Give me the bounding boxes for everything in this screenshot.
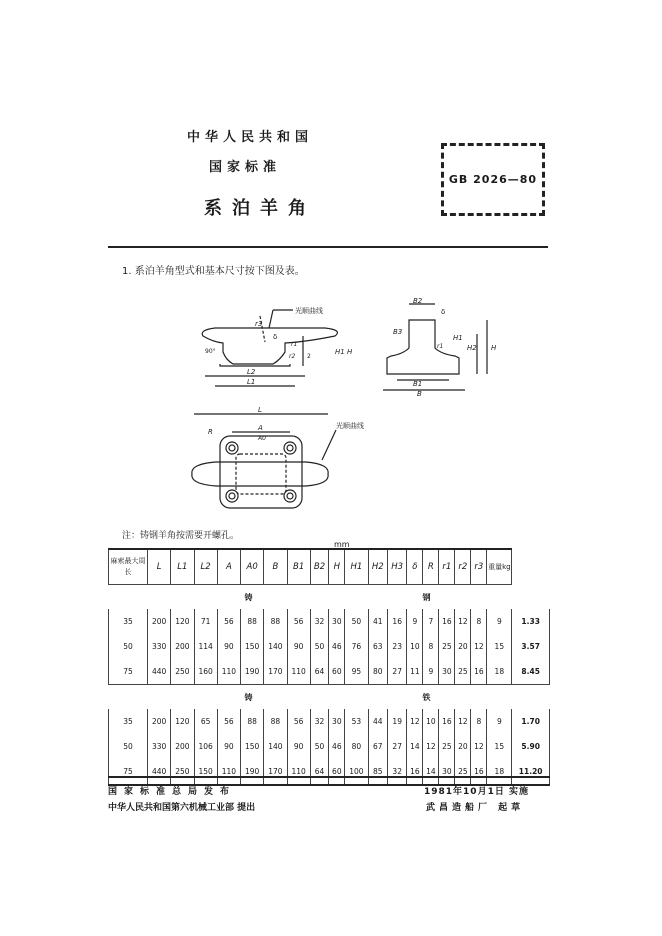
table-cell: 16	[387, 609, 406, 634]
dim-H2: H2	[467, 344, 477, 352]
table-cell: 90	[287, 634, 310, 659]
table-cell: 30	[329, 609, 345, 634]
dim-delta-end: δ	[441, 308, 446, 316]
dim-B2: B2	[413, 297, 423, 305]
table-row	[109, 759, 550, 785]
table-cell: 20	[455, 734, 471, 759]
smooth-curve-label-plan: 光顺曲线	[336, 422, 364, 430]
table-cell: 90	[217, 634, 240, 659]
table-cell: 8.45	[512, 659, 550, 685]
table-cell: 64	[310, 759, 329, 785]
table-cell: 16	[439, 709, 455, 734]
table-cell: 30	[439, 659, 455, 685]
table-cell: 35	[109, 609, 148, 634]
dim-r3: r3	[255, 320, 263, 328]
col-B1: B1	[287, 549, 310, 585]
dim-H: H	[347, 348, 353, 356]
dim-A0: A0	[258, 435, 266, 442]
table-cell: 10	[423, 709, 439, 734]
table-cell: 88	[264, 709, 287, 734]
table-cell: 330	[148, 634, 171, 659]
table-cell: 46	[329, 634, 345, 659]
table-cell: 8	[471, 609, 487, 634]
table-cell: 15	[487, 734, 512, 759]
table-cell: 20	[455, 634, 471, 659]
table-cell: 41	[368, 609, 387, 634]
table-cell: 15	[487, 634, 512, 659]
table-cell: 80	[345, 734, 368, 759]
col-B: B	[264, 549, 287, 585]
col-r2: r2	[455, 549, 471, 585]
table-cell: 50	[109, 734, 148, 759]
table-cell: 71	[194, 609, 217, 634]
table-cell: 32	[310, 609, 329, 634]
col-rope: 麻索最大周长	[109, 549, 148, 585]
dim-delta: δ	[273, 333, 278, 341]
col-delta: δ	[407, 549, 423, 585]
standard-number: GB 2026—80	[448, 173, 538, 186]
table-cell: 120	[171, 709, 194, 734]
table-cell: 250	[171, 759, 194, 785]
table-cell: 75	[109, 659, 148, 685]
table-cell: 10	[407, 634, 423, 659]
table-cell: 90	[217, 734, 240, 759]
table-cell: 88	[241, 709, 264, 734]
table-cell: 16	[471, 759, 487, 785]
footer-proposer: 中华人民共和国第六机械工业部 提出	[108, 803, 256, 813]
table-cell: 56	[217, 709, 240, 734]
table-cell: 3.57	[512, 634, 550, 659]
end-view-drawing	[375, 294, 500, 398]
col-H3: H3	[387, 549, 406, 585]
clause-1: 1. 系泊羊角型式和基本尺寸按下图及表。	[122, 266, 305, 277]
dim-H-end: H	[491, 344, 497, 352]
table-cell: 50	[109, 634, 148, 659]
table-cell: 56	[287, 709, 310, 734]
table-row	[109, 609, 550, 634]
dim-L1: L1	[247, 378, 256, 386]
table-cell: 12	[471, 734, 487, 759]
table-cell: 150	[241, 634, 264, 659]
col-L2: L2	[194, 549, 217, 585]
plan-view-drawing	[186, 404, 376, 522]
table-cell: 80	[368, 659, 387, 685]
table-cell: 19	[387, 709, 406, 734]
table-cell: 32	[387, 759, 406, 785]
table-cell: 7	[423, 609, 439, 634]
dim-B1: B1	[413, 380, 423, 388]
footer-divider	[108, 776, 550, 778]
col-R: R	[423, 549, 439, 585]
table-cell: 160	[194, 659, 217, 685]
table-cell: 12	[455, 609, 471, 634]
table-cell: 44	[368, 709, 387, 734]
table-cell: 88	[241, 609, 264, 634]
table-cell: 200	[171, 734, 194, 759]
table-cell: 12	[407, 709, 423, 734]
material-row	[109, 685, 550, 710]
material-label-left: 铸	[244, 693, 253, 702]
dim-r2: r2	[289, 353, 296, 360]
col-A: A	[217, 549, 240, 585]
table-cell: 60	[329, 759, 345, 785]
material-cell	[109, 685, 512, 710]
material-cell	[109, 585, 512, 610]
table-cell: 95	[345, 659, 368, 685]
col-L1: L1	[171, 549, 194, 585]
table-cell: 9	[407, 609, 423, 634]
table-cell: 200	[148, 709, 171, 734]
col-H2: H2	[368, 549, 387, 585]
col-H1: H1	[345, 549, 368, 585]
table-cell: 23	[387, 634, 406, 659]
table-cell: 64	[310, 659, 329, 685]
table-cell: 200	[148, 609, 171, 634]
table-cell: 14	[423, 759, 439, 785]
table-cell: 150	[194, 759, 217, 785]
table-cell: 140	[264, 734, 287, 759]
table-cell: 60	[329, 659, 345, 685]
footer-effective-date: 1981年10月1日 实施	[424, 787, 529, 797]
table-cell: 8	[423, 634, 439, 659]
material-label-left: 铸	[244, 593, 253, 602]
table-row	[109, 734, 550, 759]
table-cell: 9	[487, 709, 512, 734]
header-divider	[108, 246, 548, 248]
table-cell: 63	[368, 634, 387, 659]
table-cell: 12	[471, 634, 487, 659]
dim-2: 2	[307, 353, 311, 360]
table-cell: 18	[487, 659, 512, 685]
material-label-right: 钢	[422, 593, 431, 602]
table-cell: 16	[407, 759, 423, 785]
table-cell: 88	[264, 609, 287, 634]
table-cell: 32	[310, 709, 329, 734]
standard-type: 国家标准	[208, 160, 281, 175]
table-cell: 50	[310, 734, 329, 759]
table-cell: 114	[194, 634, 217, 659]
table-cell: 9	[487, 609, 512, 634]
table-cell: 150	[241, 734, 264, 759]
table-cell: 18	[487, 759, 512, 785]
table-cell: 56	[217, 609, 240, 634]
table-cell: 16	[439, 609, 455, 634]
table-cell: 12	[455, 709, 471, 734]
table-cell: 14	[407, 734, 423, 759]
table-cell: 75	[109, 759, 148, 785]
col-B2: B2	[310, 549, 329, 585]
table-cell: 12	[423, 734, 439, 759]
dim-A: A	[258, 424, 263, 432]
table-cell: 1.33	[512, 609, 550, 634]
table-cell: 11	[407, 659, 423, 685]
document-title: 系泊羊角	[204, 198, 316, 219]
dim-r1: r1	[291, 341, 298, 348]
standard-number-box	[441, 143, 545, 216]
table-cell: 140	[264, 634, 287, 659]
table-cell: 170	[264, 759, 287, 785]
table-cell: 110	[217, 659, 240, 685]
table-cell: 190	[241, 759, 264, 785]
dim-R: R	[208, 428, 213, 436]
table-cell: 76	[345, 634, 368, 659]
table-cell: 8	[471, 709, 487, 734]
table-cell: 9	[423, 659, 439, 685]
dim-B: B	[417, 390, 422, 398]
table-cell: 250	[171, 659, 194, 685]
table-cell: 50	[345, 609, 368, 634]
col-r3: r3	[471, 549, 487, 585]
unit-label: mm	[334, 540, 350, 549]
table-cell: 25	[439, 634, 455, 659]
col-r1: r1	[439, 549, 455, 585]
table-header-row	[109, 549, 550, 585]
table-cell: 200	[171, 634, 194, 659]
table-cell: 53	[345, 709, 368, 734]
table-cell: 27	[387, 659, 406, 685]
table-row	[109, 709, 550, 734]
angle-90: 90°	[205, 348, 216, 355]
table-cell: 56	[287, 609, 310, 634]
dim-r1-end: r1	[437, 343, 444, 350]
smooth-curve-label: 光顺曲线	[295, 307, 323, 315]
table-cell: 30	[329, 709, 345, 734]
table-cell: 440	[148, 659, 171, 685]
table-cell: 30	[439, 759, 455, 785]
table-cell: 27	[387, 734, 406, 759]
side-view-drawing	[185, 296, 365, 396]
table-cell: 25	[455, 759, 471, 785]
table-cell: 67	[368, 734, 387, 759]
cast-steel-note: 注：铸钢羊角按需要开螺孔。	[122, 531, 240, 541]
table-row	[109, 659, 550, 685]
table-cell: 35	[109, 709, 148, 734]
table-cell: 46	[329, 734, 345, 759]
table-cell: 25	[455, 659, 471, 685]
dim-H1-end: H1	[453, 334, 463, 342]
material-row	[109, 585, 550, 610]
dim-L-plan: L	[258, 406, 262, 414]
table-cell: 50	[310, 634, 329, 659]
table-cell: 190	[241, 659, 264, 685]
table-cell: 5.90	[512, 734, 550, 759]
dim-H1: H1	[335, 348, 345, 356]
table-cell: 170	[264, 659, 287, 685]
col-H: H	[329, 549, 345, 585]
table-cell: 110	[287, 659, 310, 685]
country-name: 中华人民共和国	[186, 130, 313, 145]
table-cell: 11.20	[512, 759, 550, 785]
table-cell: 110	[217, 759, 240, 785]
table-cell: 440	[148, 759, 171, 785]
dim-B3: B3	[393, 328, 403, 336]
dimension-table	[108, 548, 550, 786]
table-cell: 106	[194, 734, 217, 759]
col-A0: A0	[241, 549, 264, 585]
table-cell: 330	[148, 734, 171, 759]
col-L: L	[148, 549, 171, 585]
material-label-right: 铁	[422, 693, 431, 702]
col-weight: 重量kg	[487, 549, 512, 585]
footer-issuer: 国家标准总局发布	[108, 787, 237, 797]
table-cell: 65	[194, 709, 217, 734]
table-cell: 110	[287, 759, 310, 785]
table-cell: 16	[471, 659, 487, 685]
footer-drafter: 武昌造船厂 起草	[426, 803, 525, 813]
dim-L2: L2	[247, 368, 256, 376]
table-row	[109, 634, 550, 659]
table-cell: 120	[171, 609, 194, 634]
table-cell: 90	[287, 734, 310, 759]
table-cell: 100	[345, 759, 368, 785]
table-cell: 85	[368, 759, 387, 785]
table-cell: 25	[439, 734, 455, 759]
table-cell: 1.70	[512, 709, 550, 734]
